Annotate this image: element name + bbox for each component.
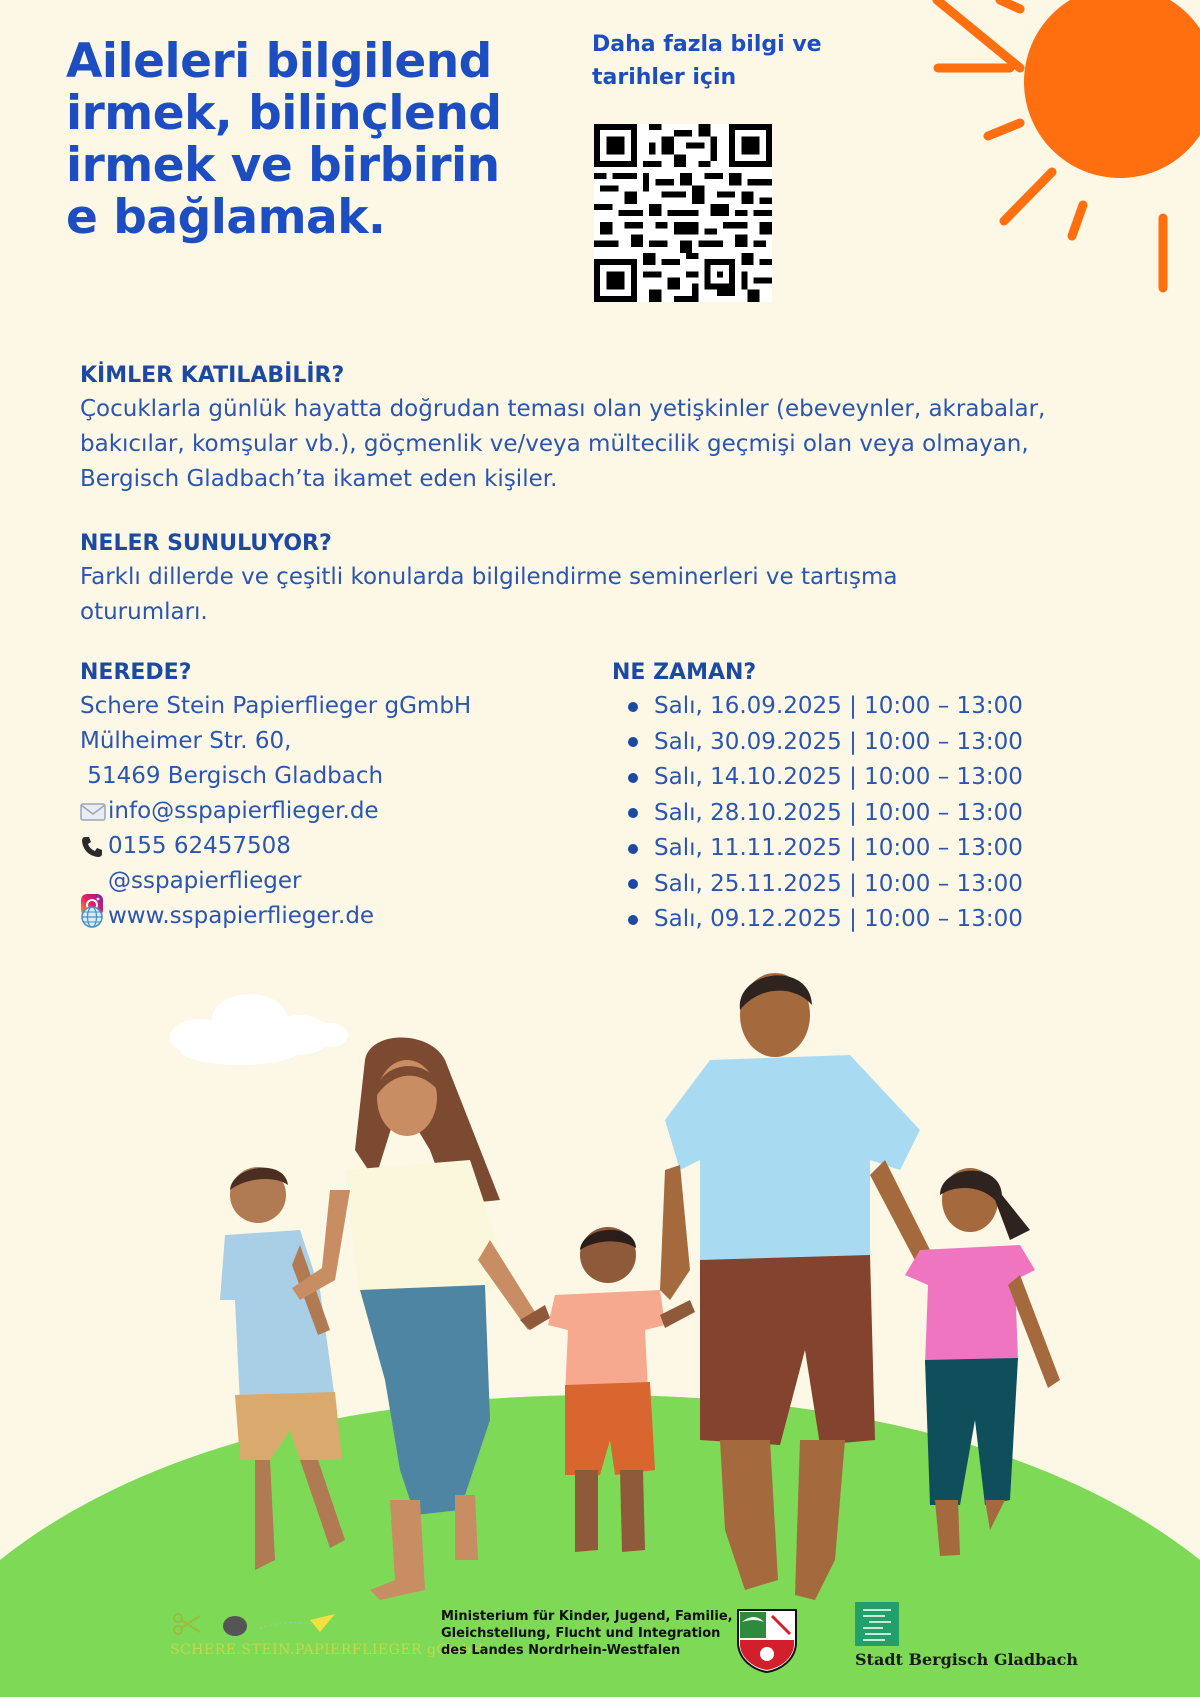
family-illustration [0, 950, 1200, 1697]
phone-link[interactable]: 0155 62457508 [108, 833, 291, 859]
where-heading: NEREDE? [80, 660, 192, 685]
where-section [80, 657, 600, 934]
organization-name: Schere Stein Papierflieger gGmbH [80, 693, 472, 719]
when-section [612, 657, 1152, 938]
org-logo-text: SCHERE.STEIN.PAPIERFLIEGER gGmbH [170, 1642, 485, 1658]
qr-caption: Daha fazla bilgi ve tarihler için [592, 32, 822, 90]
date-text: Salı, 14.10.2025 | 10:00 – 13:00 [654, 764, 1023, 790]
date-text: Salı, 09.12.2025 | 10:00 – 13:00 [654, 906, 1023, 932]
date-item [628, 867, 1152, 903]
date-item [628, 796, 1152, 832]
scissors-stone-plane-icon [170, 1610, 390, 1640]
date-item [628, 902, 1152, 938]
ministry-logo-text: Ministerium für Kinder, Jugend, Familie, Gleichstellung, Flucht und Integration des Landes Nordrhein-Westfalen [441, 1609, 733, 1658]
email-link[interactable]: info@sspapierflieger.de [108, 798, 379, 824]
bullet [628, 915, 638, 925]
date-text: Salı, 25.11.2025 | 10:00 – 13:00 [654, 870, 1023, 897]
date-text: Salı, 30.09.2025 | 10:00 – 13:00 [654, 728, 1023, 755]
who-can-join-text: Çocuklarla günlük hayatta doğrudan teması olan yetişkinler (ebeveynler, akrabalar, bakıcılar, komşular vb.), göçmenlik ve/veya mültecilik geçmişi olan veya olmayan, Bergisch Gladbach’ta ikamet eden kişiler. [80, 396, 1046, 492]
bullet [628, 879, 638, 889]
bullet [628, 702, 638, 712]
what-offered-heading: NELER SUNULUYOR? [80, 531, 332, 556]
headline: Aileleri bilgilendirmek, bilinçlendirmek ve birbirine bağlamak. [66, 34, 502, 245]
city-emblem-icon [855, 1602, 899, 1646]
instagram-link[interactable]: @sspapierflieger [108, 868, 302, 894]
bullet [628, 808, 638, 818]
bullet [628, 773, 638, 783]
city-logo [855, 1602, 899, 1650]
who-can-join-section [80, 360, 1120, 497]
date-text: Salı, 11.11.2025 | 10:00 – 13:00 [654, 835, 1023, 861]
instagram-line [80, 864, 600, 899]
qr-code[interactable] [594, 124, 772, 302]
sun-illustration [920, 0, 1200, 300]
date-list [612, 689, 1152, 938]
who-can-join-heading: KİMLER KATILABİLİR? [80, 363, 345, 388]
website-line [80, 899, 600, 934]
address-street: Mülheimer Str. 60, [80, 728, 292, 754]
bullet [628, 737, 638, 747]
what-offered-section [80, 528, 1120, 630]
instagram-icon [80, 893, 108, 899]
date-item [628, 760, 1152, 796]
date-item [628, 725, 1152, 761]
what-offered-text: Farklı dillerde ve çeşitli konularda bilgilendirme seminerleri ve tartışma oturumları. [80, 564, 898, 625]
nrw-coat-of-arms-icon [736, 1608, 798, 1674]
city-logo-text: Stadt Bergisch Gladbach [855, 1650, 1079, 1669]
envelope-icon [80, 802, 108, 822]
when-heading: NE ZAMAN? [612, 660, 757, 685]
bullet [628, 844, 638, 854]
date-item [628, 831, 1152, 867]
date-text: Salı, 28.10.2025 | 10:00 – 13:00 [654, 799, 1023, 826]
address-city: 51469 Bergisch Gladbach [80, 763, 384, 789]
globe-icon [80, 905, 108, 929]
website-link[interactable]: www.sspapierflieger.de [108, 903, 375, 929]
email-line [80, 794, 600, 829]
phone-line [80, 829, 600, 864]
phone-icon [80, 835, 108, 859]
date-item [628, 689, 1152, 725]
date-text: Salı, 16.09.2025 | 10:00 – 13:00 [654, 693, 1023, 719]
schere-stein-logo [170, 1610, 485, 1680]
